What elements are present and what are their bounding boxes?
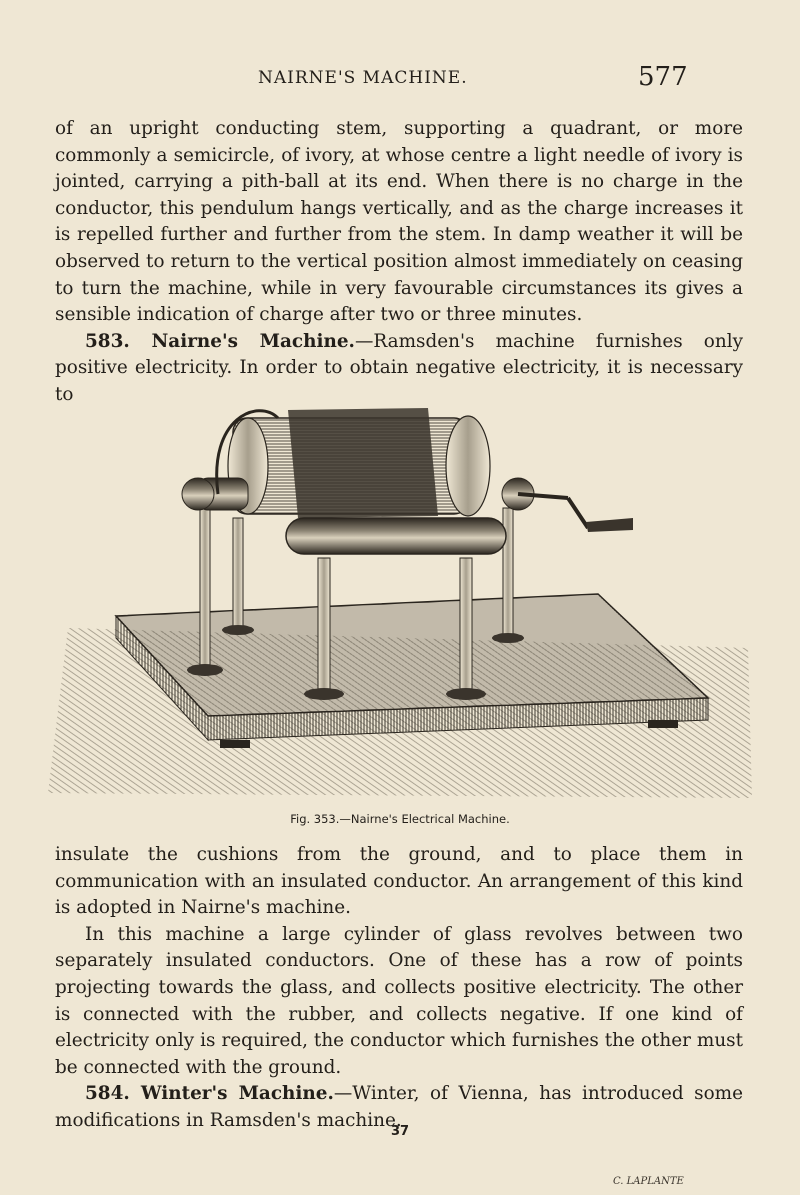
- crank-arm: [568, 498, 588, 528]
- paragraph-continuation: of an upright conducting stem, supporting a quadrant, or more commonly a semicircle, of ivory, at whose centre a light needle of ivory is jointed, carrying a pith-ball at its end. When there is no charge in the conductor, this pendulum hangs vertically, and as the charge increases it is repelled further and further from the stem. In damp weather it will be observed to return to the vertical position almost immediately on ceasing to turn the machine, while in very favourable circumstances its gives a sensible indication of charge after two or three minutes.: [55, 118, 743, 326]
- nairne-machine-engraving: [48, 398, 752, 798]
- crank-handle: [586, 518, 633, 532]
- prime-conductor: [286, 518, 506, 554]
- glass-pillar-4: [460, 558, 472, 694]
- rear-conductor-ball: [182, 478, 214, 510]
- page-header: [0, 62, 800, 96]
- glass-pillar-1: [200, 498, 210, 670]
- silk-flap: [288, 408, 438, 518]
- pillar-foot-4: [446, 688, 486, 700]
- text-block-top: [55, 116, 743, 409]
- section-584-text: —Winter, of Vienna, has introduced some modifications in Ramsden's machine.: [55, 1083, 743, 1131]
- section-583: [55, 329, 743, 409]
- glass-pillar-3: [318, 558, 330, 694]
- cylinder-end-right: [446, 416, 490, 516]
- pillar-foot-5: [492, 633, 524, 643]
- paragraph-cylinder: In this machine a large cylinder of glass revolves between two separately insulated conductors. One of these has a row of points projecting towards the glass, and collects positive electricity. The other is connected with the rubber, and collects negative. If one kind of electricity only is required, the conductor which furnishes the other must be connected with the ground.: [55, 923, 743, 1078]
- running-title: NAIRNE'S MACHINE.: [258, 68, 468, 88]
- glass-pillar-2: [233, 518, 243, 630]
- paragraph-insulate: insulate the cushions from the ground, and to place them in communication with an insulated conductor. An arrangement of this kind is adopted in Nairne's machine.: [55, 844, 743, 919]
- pillar-foot-1: [187, 664, 223, 676]
- page-number: 577: [638, 62, 688, 92]
- section-584-heading: 584. Winter's Machine.: [85, 1083, 334, 1105]
- section-583-heading: 583. Nairne's Machine.: [85, 330, 355, 352]
- pillar-foot-3: [304, 688, 344, 700]
- section-583-text: —Ramsden's machine furnishes only positive electricity. In order to obtain negative electricity, it is necessary to: [55, 330, 743, 405]
- engraver-signature: C. LAPLANTE: [613, 1176, 684, 1187]
- pillar-foot-2: [222, 625, 254, 635]
- base-foot-left: [220, 740, 250, 748]
- figure-caption: Fig. 353.—Nairne's Electrical Machine.: [290, 812, 510, 826]
- base-foot-right: [648, 720, 678, 728]
- printer-signature-mark: 37: [390, 1124, 410, 1139]
- text-block-bottom: [55, 842, 743, 1135]
